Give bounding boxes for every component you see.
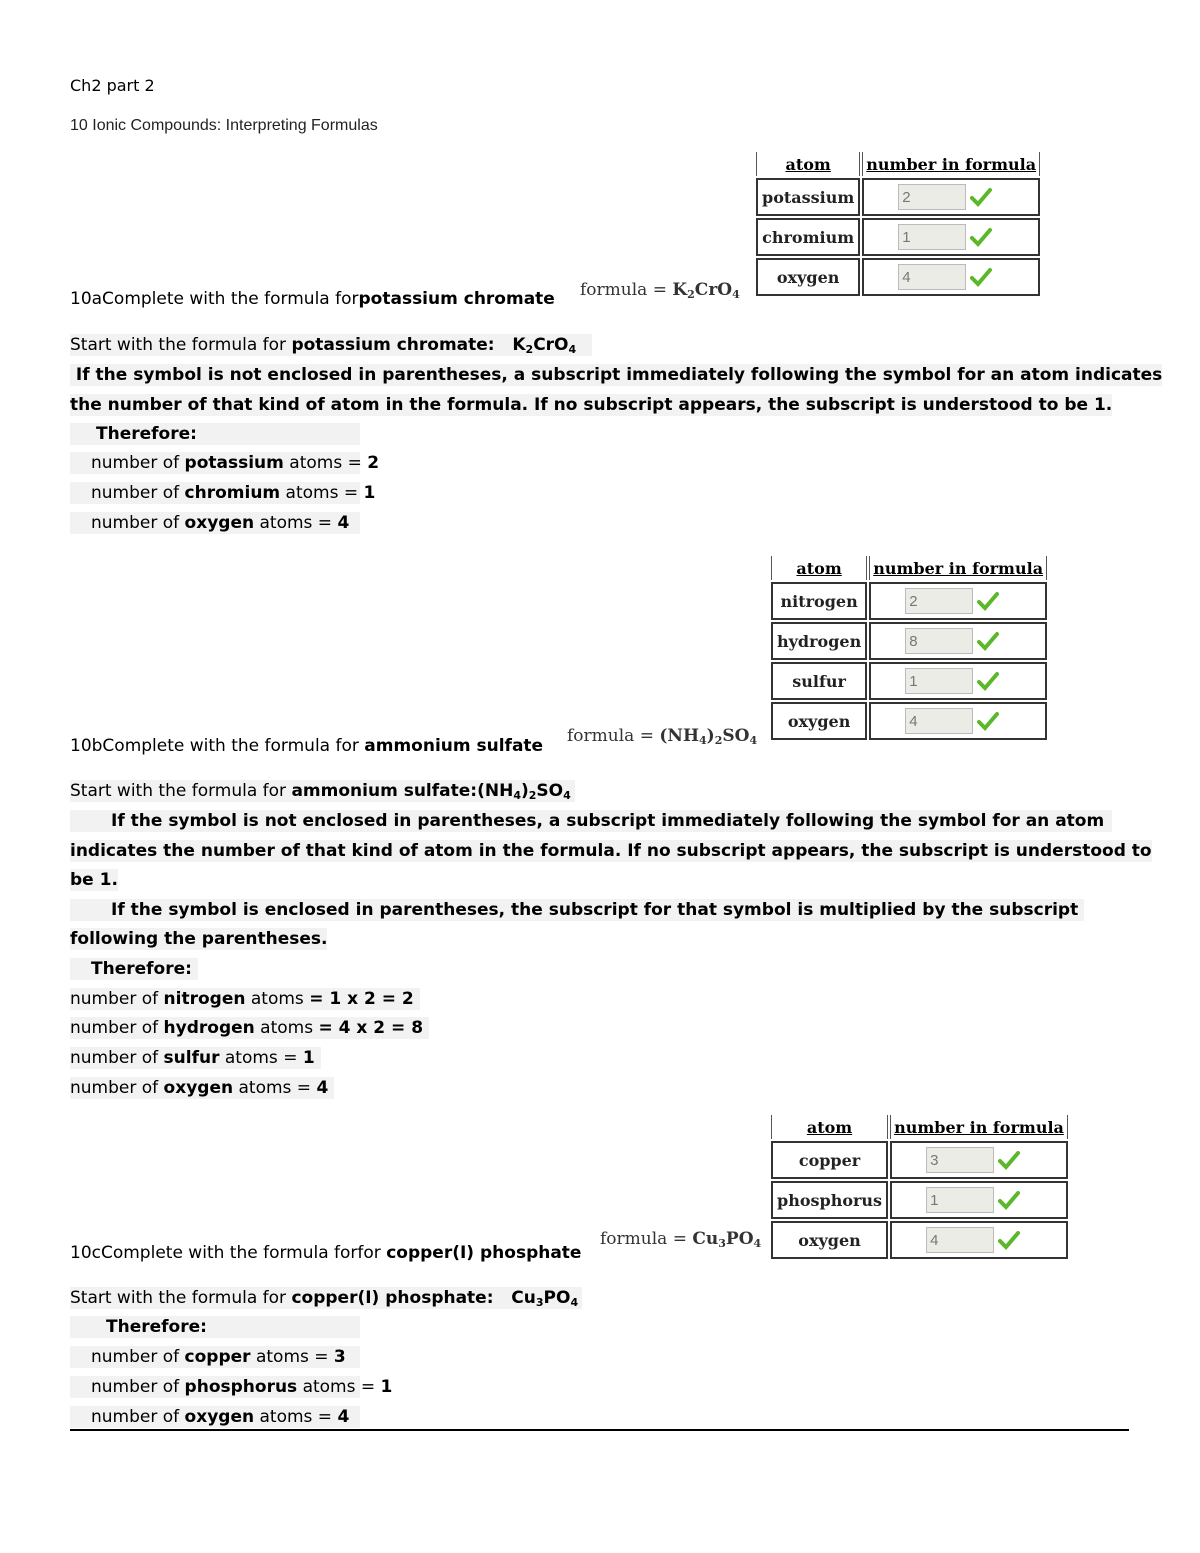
atom-cell: oxygen [771,1221,888,1259]
col-header-atom: atom [771,1115,888,1139]
table-row [771,582,1047,620]
number-input[interactable]: 4 [905,708,973,734]
number-input[interactable]: 1 [898,224,966,250]
col-header-atom: atom [756,152,860,176]
rule-text-10b-3: be 1. [70,870,118,890]
atom-cell: chromium [756,218,860,256]
atom-cell: oxygen [756,258,860,296]
checkmark-icon [998,1230,1020,1250]
result-line: number of copper atoms = 3 [70,1346,360,1368]
result-line: number of potassium atoms = 2 [70,452,360,474]
result-line: number of oxygen atoms = 4 [70,1077,334,1099]
table-row [771,1181,1068,1219]
atom-cell: nitrogen [771,582,867,620]
number-input[interactable]: 2 [898,184,966,210]
number-input[interactable]: 8 [905,628,973,654]
rule-text-10b-1: If the symbol is not enclosed in parentheses, a subscript immediately following the symbol for an atom [70,810,1112,832]
result-line: number of phosphorus atoms = 1 [70,1376,360,1398]
col-header-number: number in formula [862,152,1040,176]
col-header-number: number in formula [890,1115,1068,1139]
number-input[interactable]: 4 [926,1227,994,1253]
table-row [771,1141,1068,1179]
rule-text-10a-2: the number of that kind of atom in the formula. If no subscript appears, the subscript is understood to be 1. [70,395,1113,415]
table-row [756,178,1040,216]
checkmark-icon [970,267,992,287]
section-heading: 10 Ionic Compounds: Interpreting Formulas [70,117,378,134]
table-row [756,218,1040,256]
therefore-10a: Therefore: [70,423,360,445]
rule-text-10b-5: following the parentheses. [70,929,328,949]
result-line: number of nitrogen atoms = 1 x 2 = 2 [70,988,420,1010]
question-10c-prompt: 10cComplete with the formula forfor copper(I) phosphate [70,1243,582,1263]
checkmark-icon [977,671,999,691]
checkmark-icon [998,1190,1020,1210]
question-10a-prompt: 10aComplete with the formula forpotassium chromate [70,289,555,309]
number-input[interactable]: 1 [926,1187,994,1213]
checkmark-icon [970,187,992,207]
start-line-10c: Start with the formula for copper(I) phosphate: $Cu_3PO_4$ [70,1287,582,1309]
col-header-number: number in formula [869,556,1047,580]
formula-10b: formula = $(NH_4)_2SO_4$ [567,726,758,747]
question-10b-prompt: 10bComplete with the formula for ammonium sulfate [70,736,544,756]
checkmark-icon [977,631,999,651]
atom-cell: copper [771,1141,888,1179]
checkmark-icon [977,711,999,731]
rule-text-10a: If the symbol is not enclosed in parentheses, a subscript immediately following the symbol for an atom indicates [70,365,1163,385]
page-title: Ch2 part 2 [70,76,155,95]
checkmark-icon [970,227,992,247]
result-line: number of chromium atoms = 1 [70,482,360,504]
table-row [771,622,1047,660]
atom-cell: phosphorus [771,1181,888,1219]
number-input[interactable]: 2 [905,588,973,614]
table-row [756,258,1040,296]
number-input[interactable]: 4 [898,264,966,290]
rule-text-10b-4: If the symbol is enclosed in parentheses, the subscript for that symbol is multiplied by the subscript [70,899,1084,921]
section-divider [70,1429,1129,1431]
table-row [771,702,1047,740]
atom-cell: hydrogen [771,622,867,660]
col-header-atom: atom [771,556,867,580]
table-row [771,662,1047,700]
therefore-10b: Therefore: [70,958,198,980]
rule-text-10b-2: indicates the number of that kind of atom in the formula. If no subscript appears, the subscript is understood to [70,841,1152,861]
atom-cell: oxygen [771,702,867,740]
answer-table-10b [769,554,1049,742]
result-line: number of oxygen atoms = 4 [70,512,360,534]
start-line-10a: Start with the formula for potassium chromate: $K_2CrO_4$ [70,334,592,356]
result-line: number of oxygen atoms = 4 [70,1406,360,1428]
atom-cell: sulfur [771,662,867,700]
answer-table-10c [769,1113,1070,1261]
formula-10c: formula = $Cu_3PO_4$ [600,1229,762,1250]
checkmark-icon [977,591,999,611]
formula-10a: formula = $K_2CrO_4$ [580,280,740,301]
answer-table-10a [754,150,1042,298]
result-line: number of hydrogen atoms = 4 x 2 = 8 [70,1017,429,1039]
number-input[interactable]: 1 [905,668,973,694]
checkmark-icon [998,1150,1020,1170]
atom-cell: potassium [756,178,860,216]
therefore-10c: Therefore: [70,1316,360,1338]
table-row [771,1221,1068,1259]
result-line: number of sulfur atoms = 1 [70,1047,321,1069]
number-input[interactable]: 3 [926,1147,994,1173]
start-line-10b: Start with the formula for ammonium $sulfate:(NH_4)_2SO_4$ [70,780,575,802]
